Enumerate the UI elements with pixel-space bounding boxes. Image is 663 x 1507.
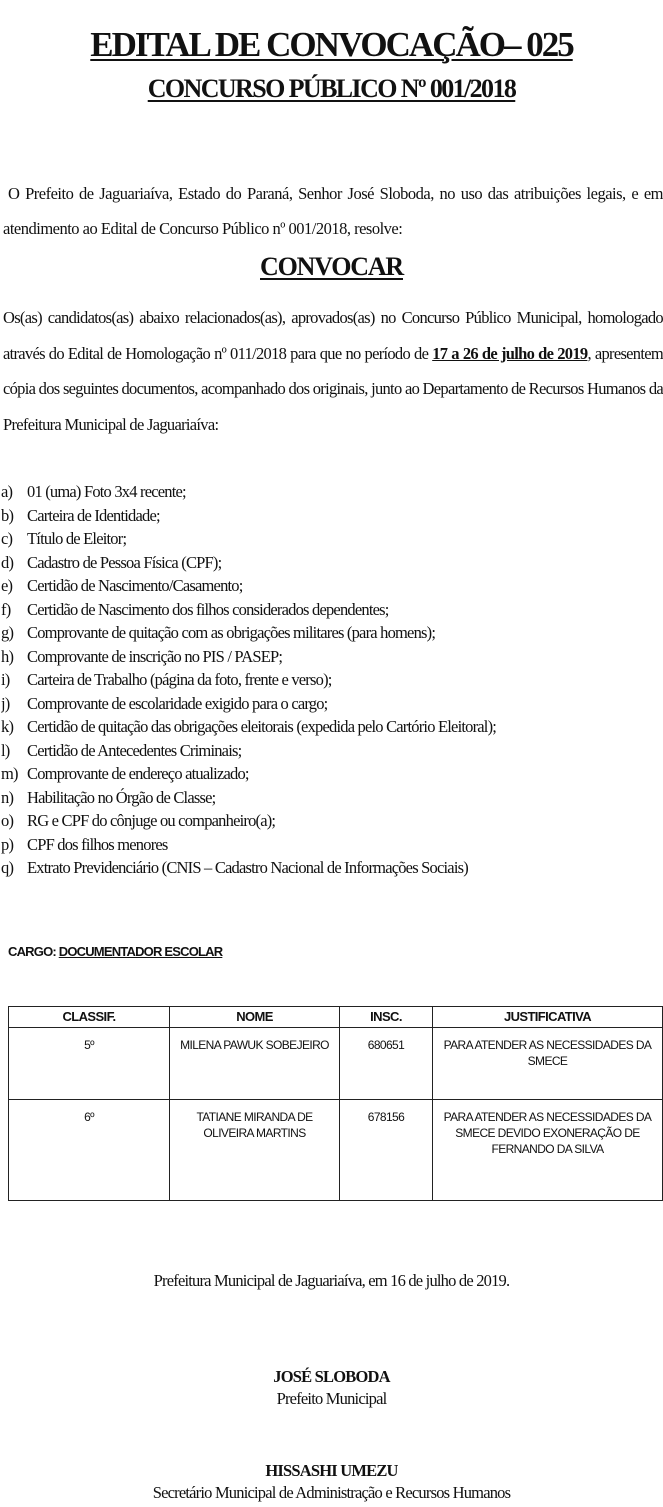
cell-nome: TATIANE MIRANDA DE OLIVEIRA MARTINS: [170, 1100, 340, 1201]
list-item-letter: i): [1, 670, 10, 689]
convocar-heading: CONVOCAR: [260, 252, 403, 281]
cell-insc: 678156: [340, 1100, 433, 1201]
document-title: EDITAL DE CONVOCAÇÃO– 025: [90, 25, 573, 64]
intro-paragraph: O Prefeito de Jaguariaíva, Estado do Paraná, Senhor José Sloboda, no uso das atribuições legais, e em atendimento ao Edital de Concurso Público nº 001/2018, resolve:: [3, 184, 663, 238]
list-item: [1, 692, 661, 716]
cell-classif: 5º: [9, 1028, 170, 1100]
list-item-text: CPF dos filhos menores: [27, 834, 168, 854]
list-item-text: Comprovante de escolaridade exigido para o cargo;: [27, 693, 328, 713]
list-item-letter: j): [1, 693, 10, 713]
list-item: [1, 551, 661, 575]
table-row: [9, 1028, 663, 1100]
cell-insc: 680651: [340, 1028, 433, 1100]
list-item: [1, 833, 661, 857]
documents-list: [1, 480, 661, 882]
list-item: [1, 668, 661, 692]
cargo-value: DOCUMENTADOR ESCOLAR: [58, 944, 223, 959]
list-item: [1, 856, 661, 880]
header-insc: INSC.: [340, 1007, 433, 1028]
signature-block: [0, 1366, 663, 1410]
signer-name: JOSÉ SLOBODA: [273, 1367, 390, 1386]
list-item: [1, 574, 661, 598]
list-item-text: Comprovante de quitação com as obrigações militares (para homens);: [27, 623, 436, 642]
list-item-letter: q): [1, 858, 14, 877]
cargo-line: [8, 944, 222, 959]
list-item-letter: c): [1, 529, 13, 548]
list-item-text: Título de Eleitor;: [27, 529, 127, 548]
list-item: [1, 786, 661, 810]
table-row: [9, 1100, 663, 1201]
list-item-text: Carteira de Trabalho (página da foto, frente e verso);: [27, 670, 332, 689]
list-item: [1, 762, 661, 786]
list-item-letter: e): [1, 576, 13, 595]
list-item-letter: h): [1, 646, 14, 666]
list-item-letter: m): [1, 764, 18, 783]
list-item: [1, 645, 661, 669]
list-item: [1, 504, 661, 528]
body-text-part2: , apresentem cópia dos seguintes documentos, acompanhado dos originais, junto ao Departamento de Recursos Humanos da Prefeitura Municipal de Jaguariaíva:: [3, 343, 663, 434]
list-item-text: Comprovante de endereço atualizado;: [27, 764, 249, 783]
signature-block: [0, 1460, 663, 1504]
place-date: Prefeitura Municipal de Jaguariaíva, em 16 de julho de 2019.: [153, 1271, 510, 1290]
list-item-letter: f): [1, 599, 11, 619]
list-item-text: Habilitação no Órgão de Classe;: [27, 787, 216, 807]
list-item-text: Certidão de Nascimento/Casamento;: [27, 576, 243, 595]
list-item: [1, 715, 661, 739]
list-item-text: Certidão de quitação das obrigações eleitorais (expedida pelo Cartório Eleitoral);: [27, 717, 497, 736]
list-item-text: RG e CPF do cônjuge ou companheiro(a);: [27, 811, 276, 830]
list-item-text: Cadastro de Pessoa Física (CPF);: [27, 552, 222, 572]
list-item-text: Carteira de Identidade;: [27, 505, 160, 525]
header-classif: CLASSIF.: [9, 1007, 170, 1028]
list-item-letter: a): [1, 482, 13, 501]
cell-justificativa: PARA ATENDER AS NECESSIDADES DA SMECE: [433, 1028, 663, 1100]
list-item-letter: o): [1, 811, 14, 830]
list-item: [1, 739, 661, 763]
cell-classif: 6º: [9, 1100, 170, 1201]
list-item-letter: d): [1, 552, 14, 572]
signer-role: Secretário Municipal de Administração e Recursos Humanos: [152, 1483, 511, 1502]
body-paragraph: [3, 300, 663, 442]
list-item: [1, 598, 661, 622]
list-item-text: Comprovante de inscrição no PIS / PASEP;: [27, 646, 283, 666]
header-justificativa: JUSTIFICATIVA: [433, 1007, 663, 1028]
cargo-label: CARGO:: [8, 944, 56, 959]
list-item: [1, 527, 661, 551]
cell-nome: MILENA PAWUK SOBEJEIRO: [170, 1028, 340, 1100]
document-subtitle: CONCURSO PÚBLICO Nº 001/2018: [147, 74, 516, 103]
list-item-letter: b): [1, 505, 14, 525]
table-header-row: [9, 1007, 663, 1028]
list-item: [1, 621, 661, 645]
period-highlight: 17 a 26 de julho de 2019: [432, 343, 588, 363]
list-item-letter: k): [1, 717, 14, 736]
list-item: [1, 480, 661, 504]
list-item-text: Certidão de Antecedentes Criminais;: [27, 740, 242, 760]
list-item-letter: g): [1, 623, 14, 642]
header-nome: NOME: [170, 1007, 340, 1028]
list-item-text: Certidão de Nascimento dos filhos considerados dependentes;: [27, 599, 389, 619]
cell-justificativa: PARA ATENDER AS NECESSIDADES DA SMECE DEVIDO EXONERAÇÃO DE FERNANDO DA SILVA: [433, 1100, 663, 1201]
body-text-part1: Os(as) candidatos(as) abaixo relacionados(as), aprovados(as) no Concurso Público Municipal, homologado através do Edital de Homologação nº 011/2018 para que no período de: [3, 308, 663, 363]
list-item-letter: n): [1, 787, 14, 807]
candidates-table: [8, 1006, 663, 1201]
list-item-letter: p): [1, 834, 14, 854]
list-item-letter: l): [1, 740, 10, 760]
list-item: [1, 809, 661, 833]
list-item-text: 01 (uma) Foto 3x4 recente;: [27, 482, 186, 501]
list-item-text: Extrato Previdenciário (CNIS – Cadastro Nacional de Informações Sociais): [27, 858, 468, 877]
signer-name: HISSASHI UMEZU: [265, 1461, 398, 1480]
signer-role: Prefeito Municipal: [276, 1389, 387, 1408]
